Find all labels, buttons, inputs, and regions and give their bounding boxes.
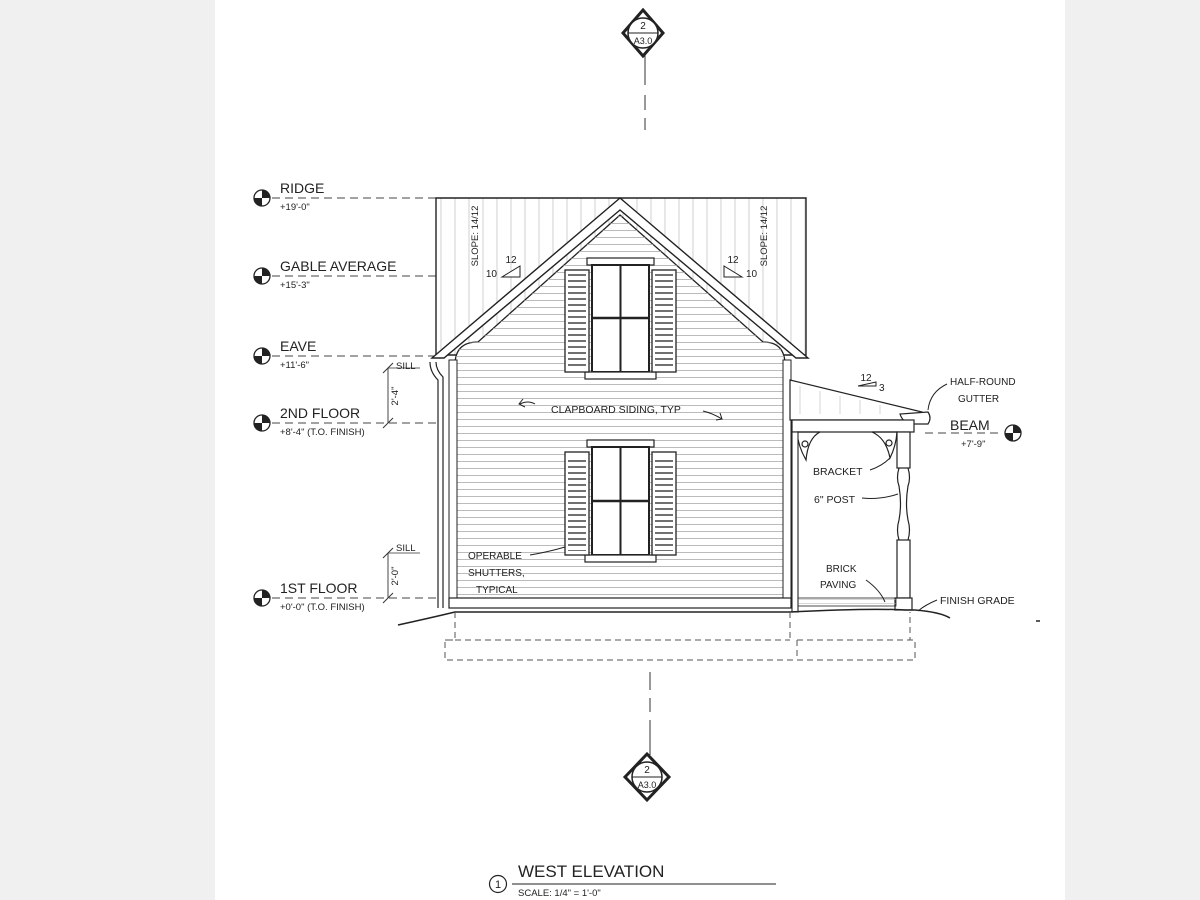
sill-dimension-upper-value: 2'-4" bbox=[390, 386, 401, 406]
section-marker-bottom-number: 2 bbox=[644, 765, 650, 776]
level-name-eave: EAVE bbox=[280, 338, 317, 354]
section-marker-bottom-sheet: A3.0 bbox=[637, 780, 657, 790]
callout-gutter-line1: HALF-ROUND bbox=[950, 377, 1016, 388]
brick-paving bbox=[798, 598, 896, 606]
corner-board-left bbox=[449, 360, 457, 608]
level-name-2nd-floor: 2ND FLOOR bbox=[280, 405, 361, 421]
section-marker-top-sheet: A3.0 bbox=[633, 36, 653, 46]
roof-slope-right-label: SLOPE: 14/12 bbox=[759, 205, 770, 267]
upper-window bbox=[585, 258, 656, 379]
callout-shutters-line3: TYPICAL bbox=[476, 585, 518, 596]
callout-bracket-text: BRACKET bbox=[813, 466, 863, 478]
shutter-upper-right bbox=[652, 270, 676, 372]
shutter-upper-left bbox=[565, 270, 589, 372]
porch-post-left bbox=[792, 432, 798, 612]
roof-slope-right-rise: 10 bbox=[746, 269, 758, 280]
beam-level-name: BEAM bbox=[950, 417, 990, 433]
callout-post-text: 6" POST bbox=[814, 494, 856, 506]
callout-siding-text: CLAPBOARD SIDING, TYP bbox=[551, 404, 681, 416]
level-elevation-2nd-floor: +8'-4" (T.O. FINISH) bbox=[280, 427, 365, 438]
callout-shutters-line1: OPERABLE bbox=[468, 551, 522, 562]
sill-label-lower: SILL bbox=[396, 543, 416, 554]
shutter-lower-right bbox=[652, 452, 676, 555]
roof-slope-left-label: SLOPE: 14/12 bbox=[470, 205, 481, 267]
water-table-trim bbox=[449, 598, 791, 608]
sill-dimension-lower-value: 2'-0" bbox=[390, 566, 401, 586]
callout-grade-text: FINISH GRADE bbox=[940, 595, 1015, 607]
callout-paving-line2: PAVING bbox=[820, 580, 857, 591]
roof-slope-left-rise: 10 bbox=[485, 269, 497, 280]
porch-slope-run: 12 bbox=[860, 373, 872, 384]
drawing-number: 1 bbox=[494, 879, 502, 891]
callout-paving-line1: BRICK bbox=[826, 564, 857, 575]
shutter-lower-left bbox=[565, 452, 589, 555]
porch-beam bbox=[792, 420, 914, 432]
section-marker-top-number: 2 bbox=[640, 21, 646, 32]
level-elevation-eave: +11'-6" bbox=[280, 360, 310, 371]
lower-window bbox=[585, 440, 656, 562]
beam-level-elevation: +7'-9" bbox=[961, 439, 986, 450]
roof-slope-left-run: 12 bbox=[505, 255, 517, 266]
drawing-scale: SCALE: 1/4" = 1'-0" bbox=[518, 888, 601, 899]
roof-slope-right-run: 12 bbox=[727, 255, 739, 266]
callout-shutters-line2: SHUTTERS, bbox=[468, 568, 525, 579]
level-name-ridge: RIDGE bbox=[280, 180, 325, 196]
callout-gutter-line2: GUTTER bbox=[958, 394, 1000, 405]
drawing-title: WEST ELEVATION bbox=[518, 862, 665, 881]
level-elevation-ridge: +19'-0" bbox=[280, 202, 310, 213]
porch-slope-rise: 3 bbox=[879, 383, 885, 394]
level-elevation-1st-floor: +0'-0" (T.O. FINISH) bbox=[280, 602, 365, 613]
level-name-gable-average: GABLE AVERAGE bbox=[280, 258, 397, 274]
level-name-1st-floor: 1ST FLOOR bbox=[280, 580, 358, 596]
level-elevation-gable-average: +15'-3" bbox=[280, 280, 310, 291]
sill-label-upper: SILL bbox=[396, 361, 416, 372]
